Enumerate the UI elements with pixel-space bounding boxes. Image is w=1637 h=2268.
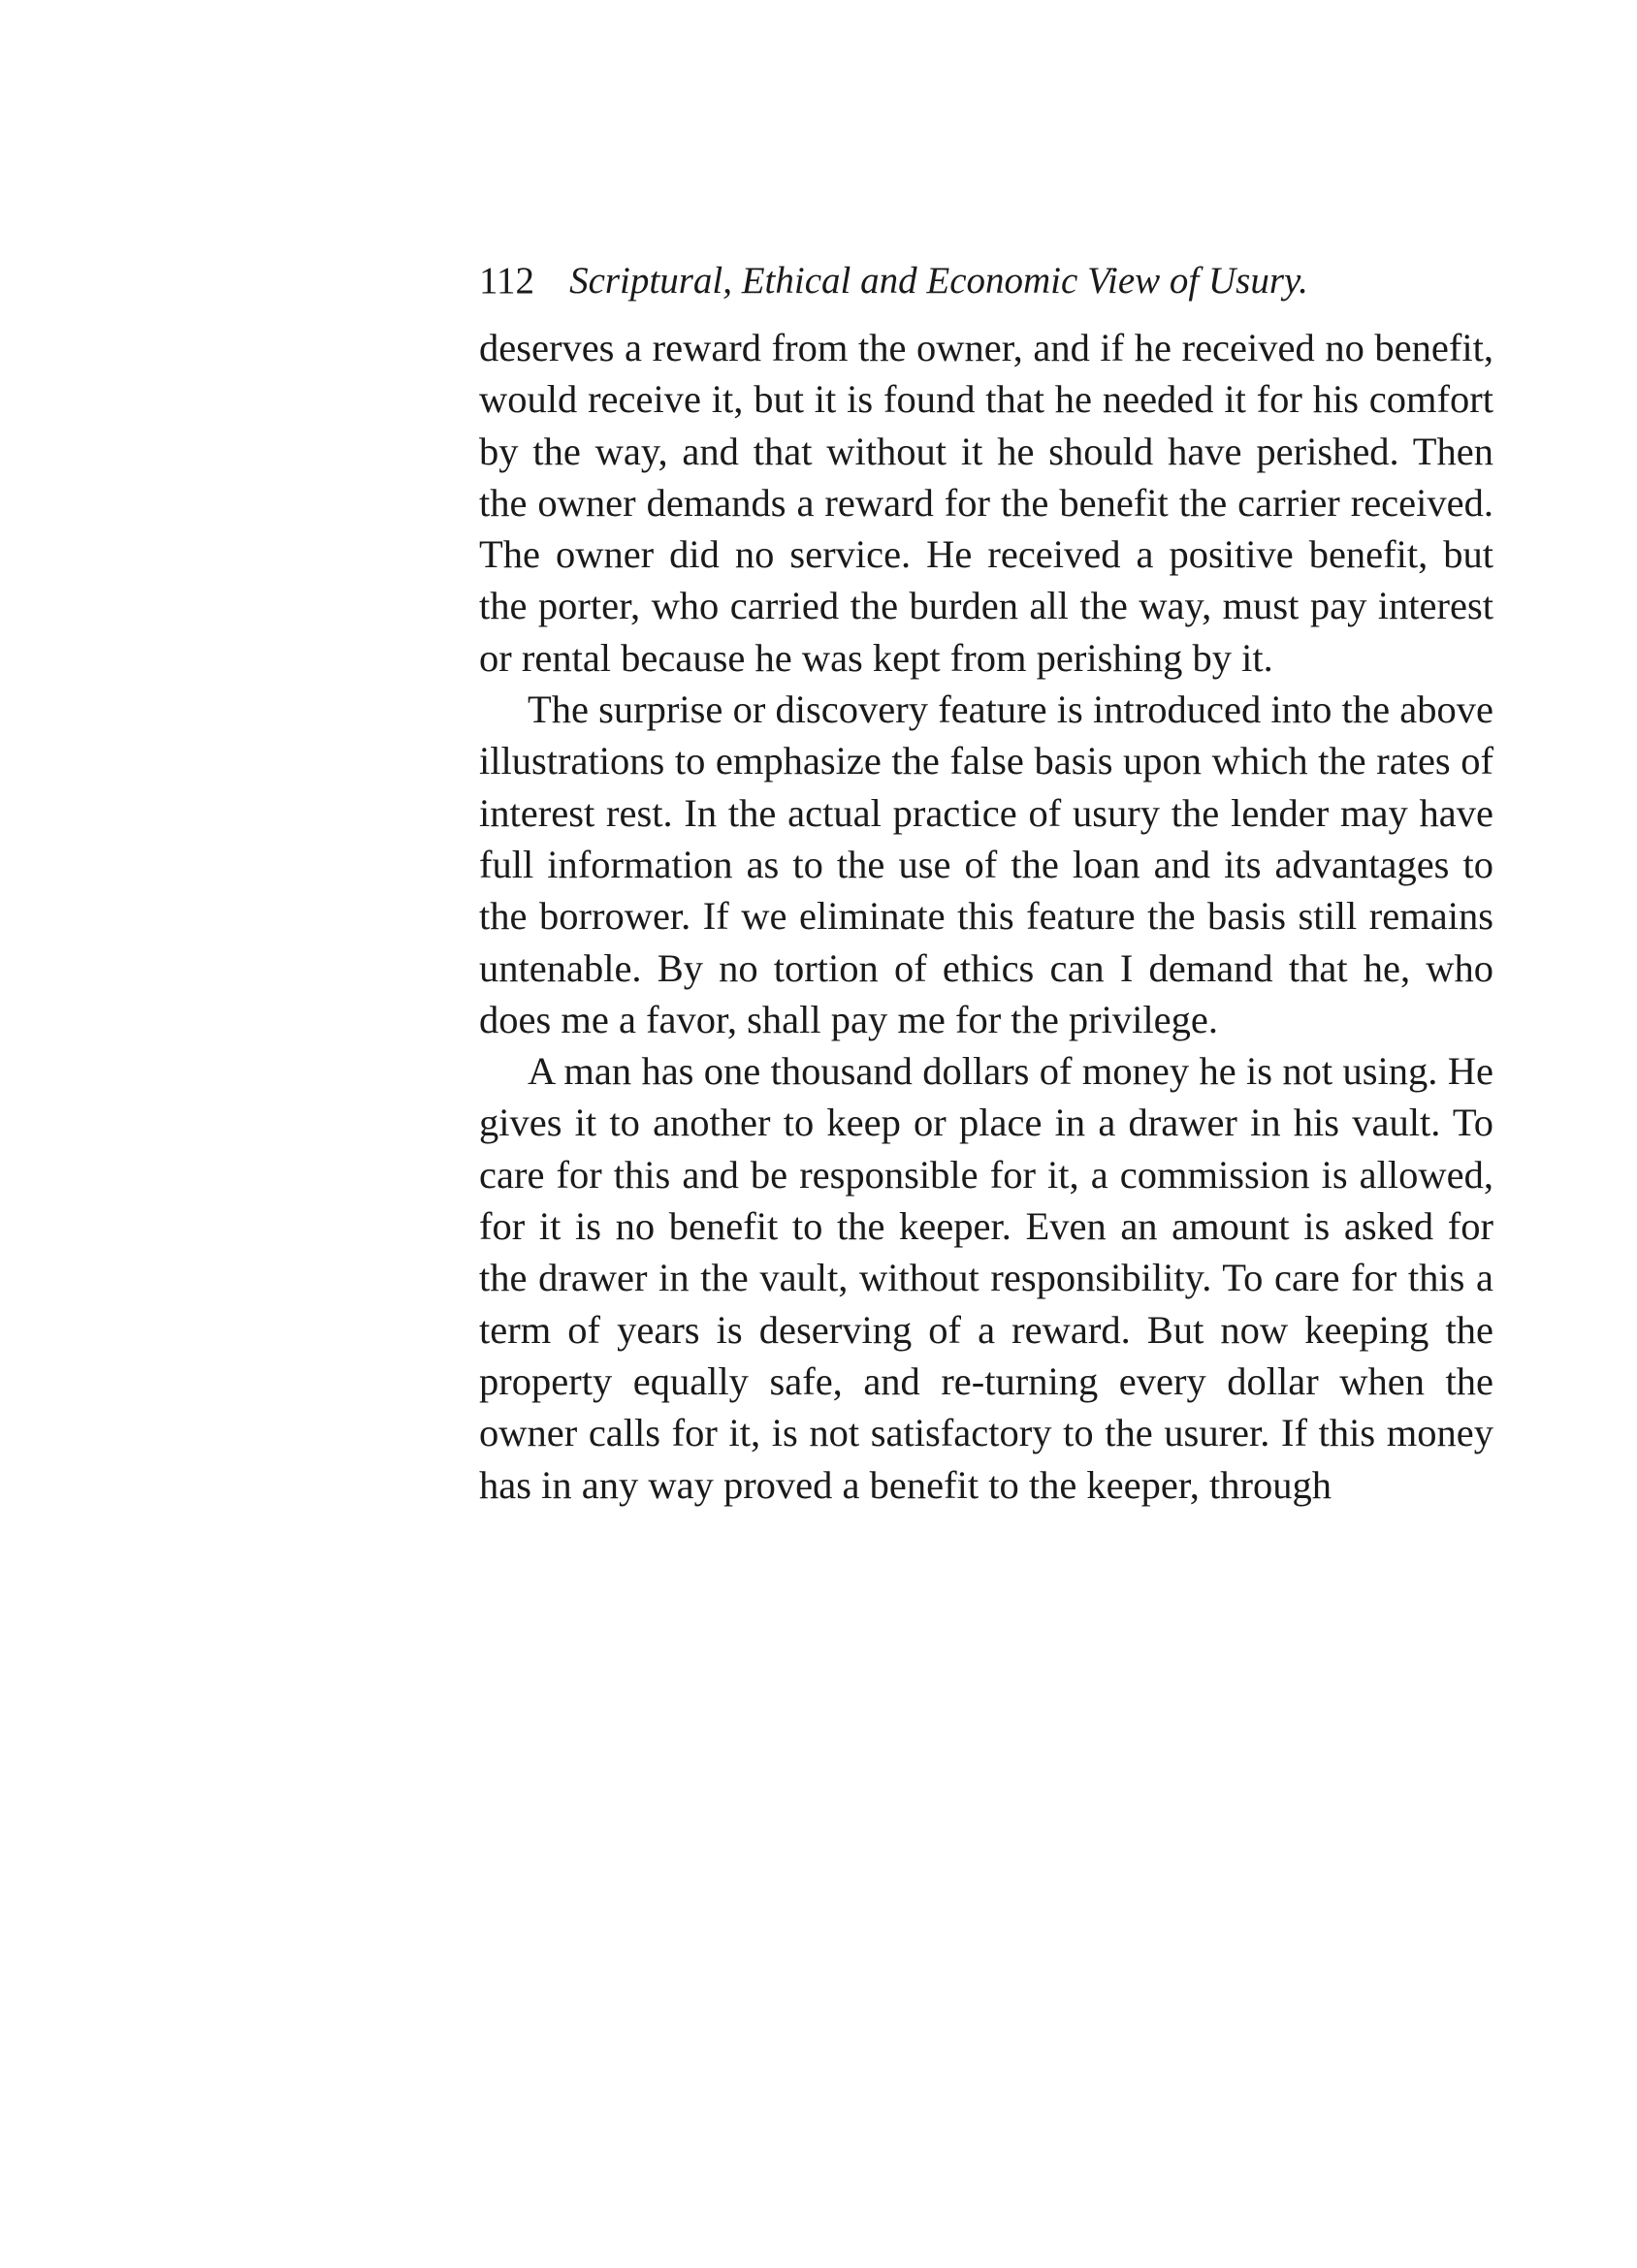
running-title: Scriptural, Ethical and Economic View of Usury. — [569, 260, 1308, 302]
paragraph-3: A man has one thousand dollars of money he is not using. He gives it to another to keep or place in a drawer in his vault. To care for this and be responsible for it, a commission is allowed, for it is no benefit to the keeper. Even an amount is asked for the drawer in the vault, without responsibility. To care for this a term of years is deserving of a reward. But now keeping the property equally safe, and re-turning every dollar when the owner calls for it, is not satisfactory to the usurer. If this money has in any way proved a benefit to the keeper, through — [479, 1049, 1493, 1507]
running-head — [479, 254, 1493, 308]
paragraph-1: deserves a reward from the owner, and if he received no benefit, would receive it, but it is found that he needed it for his comfort by the way, and that without it he should have perished. Then the owner demands a reward for the benefit the carrier received. The owner did no service. He received a positive benefit, but the porter, who carried the burden all the way, must pay interest or rental because he was kept from perishing by it. — [479, 326, 1493, 680]
page-number: 112 — [479, 260, 535, 302]
book-page — [479, 254, 1493, 1511]
paragraph-2: The surprise or discovery feature is introduced into the above illustrations to emphasize the false basis upon which the rates of interest rest. In the actual practice of usury the lender may have full information as to the use of the loan and its advantages to the borrower. If we eliminate this feature the basis still remains untenable. By no tortion of ethics can I demand that he, who does me a favor, shall pay me for the privilege. — [479, 687, 1493, 1041]
body-text — [479, 322, 1493, 1511]
